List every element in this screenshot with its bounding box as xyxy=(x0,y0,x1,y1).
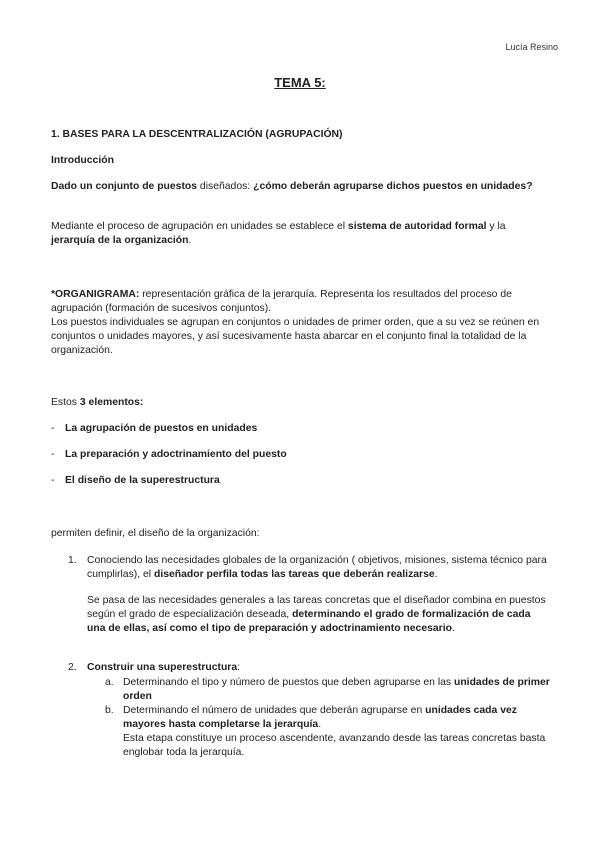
item2-heading xyxy=(87,661,240,675)
subitem-a-part2: unidades de primer orden xyxy=(123,677,550,702)
page-title: TEMA 5: xyxy=(274,75,326,90)
subitem-b-extra: Esta etapa constituye un proceso ascendente, avanzando desde las tareas concretas basta englobar toda la jerarquía. xyxy=(123,733,546,758)
question-paragraph xyxy=(51,180,551,194)
question-part2: diseñados: xyxy=(197,181,254,192)
subitem-b-part2: unidades cada vez mayores hasta completarse la jerarquía xyxy=(123,705,517,730)
item2-colon: : xyxy=(237,662,241,673)
organigrama-text2: Los puestos individuales se agrupan en conjuntos o unidades de primer orden, que a su vez se reúnen en conjuntos o unidades mayores, y así sucesivamente hasta abarcar en el conjunto final la totalidad de la organización. xyxy=(51,317,540,356)
subitem-letter: b. xyxy=(105,705,114,716)
subitem-a xyxy=(123,676,553,704)
organigrama-text: representación gráfica de la jerarquía. Representa los resultados del proceso de agrupación (formación de sucesivos conjuntos). xyxy=(51,289,512,314)
list-item xyxy=(51,422,257,436)
item1-part2: diseñador perfila todas las tareas que deberán realizarse xyxy=(153,569,435,580)
elements-intro-part2: 3 elementos: xyxy=(79,397,144,408)
organigrama-label: *ORGANIGRAMA: xyxy=(51,289,140,300)
item-number: 2. xyxy=(68,662,77,673)
author-name: Lucía Resino xyxy=(505,42,558,52)
list-item xyxy=(51,448,287,462)
item1-paragraph2 xyxy=(87,594,547,636)
mediante-part4: jerarquía de la organización xyxy=(51,235,189,246)
list-item-text: El diseño de la superestructura xyxy=(65,475,220,486)
item1-para2-part3: . xyxy=(451,623,455,634)
list-dash: - xyxy=(51,449,55,460)
subitem-b xyxy=(123,704,555,760)
item1-part3: . xyxy=(434,569,438,580)
intro-heading: Introducción xyxy=(51,155,114,166)
list-item-text: La agrupación de puestos en unidades xyxy=(65,423,258,434)
item1-para2-part2: determinando el grado de formalización de cada una de ellas, así como el tipo de preparación y adoctrinamiento necesario xyxy=(87,609,531,634)
elements-intro-part1: Estos xyxy=(51,397,80,408)
question-part3: ¿cómo deberán agruparse dichos puestos en unidades? xyxy=(253,181,533,192)
item2-heading-text: Construir una superestructura xyxy=(87,662,238,673)
list-dash: - xyxy=(51,475,55,486)
mediante-paragraph xyxy=(51,220,551,248)
mediante-part1: Mediante el proceso de agrupación en unidades se establece el xyxy=(51,221,348,232)
list-item-text: La preparación y adoctrinamiento del puesto xyxy=(65,449,287,460)
subitem-b-part1: Determinando el número de unidades que deberán agruparse en xyxy=(123,705,426,716)
subitem-a-part1: Determinando el tipo y número de puestos que deben agruparse en las xyxy=(123,677,454,688)
item1-part1: Conociendo las necesidades globales de la organización ( objetivos, misiones, sistema técnico para cumplirlas), el xyxy=(87,555,547,580)
subitem-b-part3: . xyxy=(318,719,322,730)
mediante-part3: y la xyxy=(486,221,506,232)
mediante-part2: sistema de autoridad formal xyxy=(347,221,487,232)
mediante-part5: . xyxy=(188,235,192,246)
permiten-paragraph: permiten definir, el diseño de la organización: xyxy=(51,528,260,539)
subitem-letter: a. xyxy=(105,677,114,688)
section-heading: 1. BASES PARA LA DESCENTRALIZACIÓN (AGRUPACIÓN) xyxy=(51,129,343,140)
organigrama-paragraph xyxy=(51,288,551,358)
item-number: 1. xyxy=(68,555,77,566)
question-part1: Dado un conjunto de puestos xyxy=(51,181,198,192)
item1-para2-part1: Se pasa de las necesidades generales a las tareas concretas que el diseñador combina en puestos según el grado de especialización deseada, xyxy=(87,595,546,620)
elements-intro xyxy=(51,396,143,410)
list-dash: - xyxy=(51,423,55,434)
item1-paragraph xyxy=(87,554,547,582)
list-item xyxy=(51,474,220,488)
